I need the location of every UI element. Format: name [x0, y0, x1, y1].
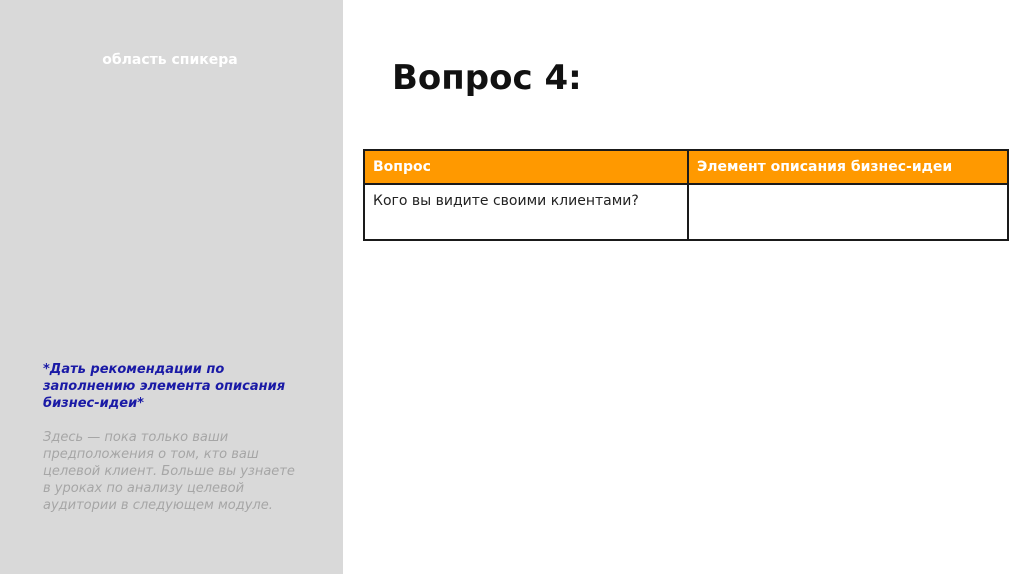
recommendation-body: Здесь — пока только ваши предположения о том, кто ваш целевой клиент. Больше вы узнаете в уроках по анализу целевой аудитории в следующем модуле.: [43, 430, 295, 513]
question-table: [363, 149, 1009, 241]
answer-cell[interactable]: [688, 184, 1008, 240]
column-header-question: Вопрос: [364, 150, 688, 184]
speaker-area-label: область спикера: [102, 52, 238, 68]
recommendation-heading: *Дать рекомендации по заполнению элемента описания бизнес-идеи*: [43, 362, 286, 411]
table-header-row: [364, 150, 1008, 184]
column-header-business-element: Элемент описания бизнес-идеи: [688, 150, 1008, 184]
question-cell: Кого вы видите своими клиентами?: [364, 184, 688, 240]
speaker-panel: [0, 0, 343, 574]
page-title: Вопрос 4:: [392, 58, 582, 98]
table-row: [364, 184, 1008, 240]
